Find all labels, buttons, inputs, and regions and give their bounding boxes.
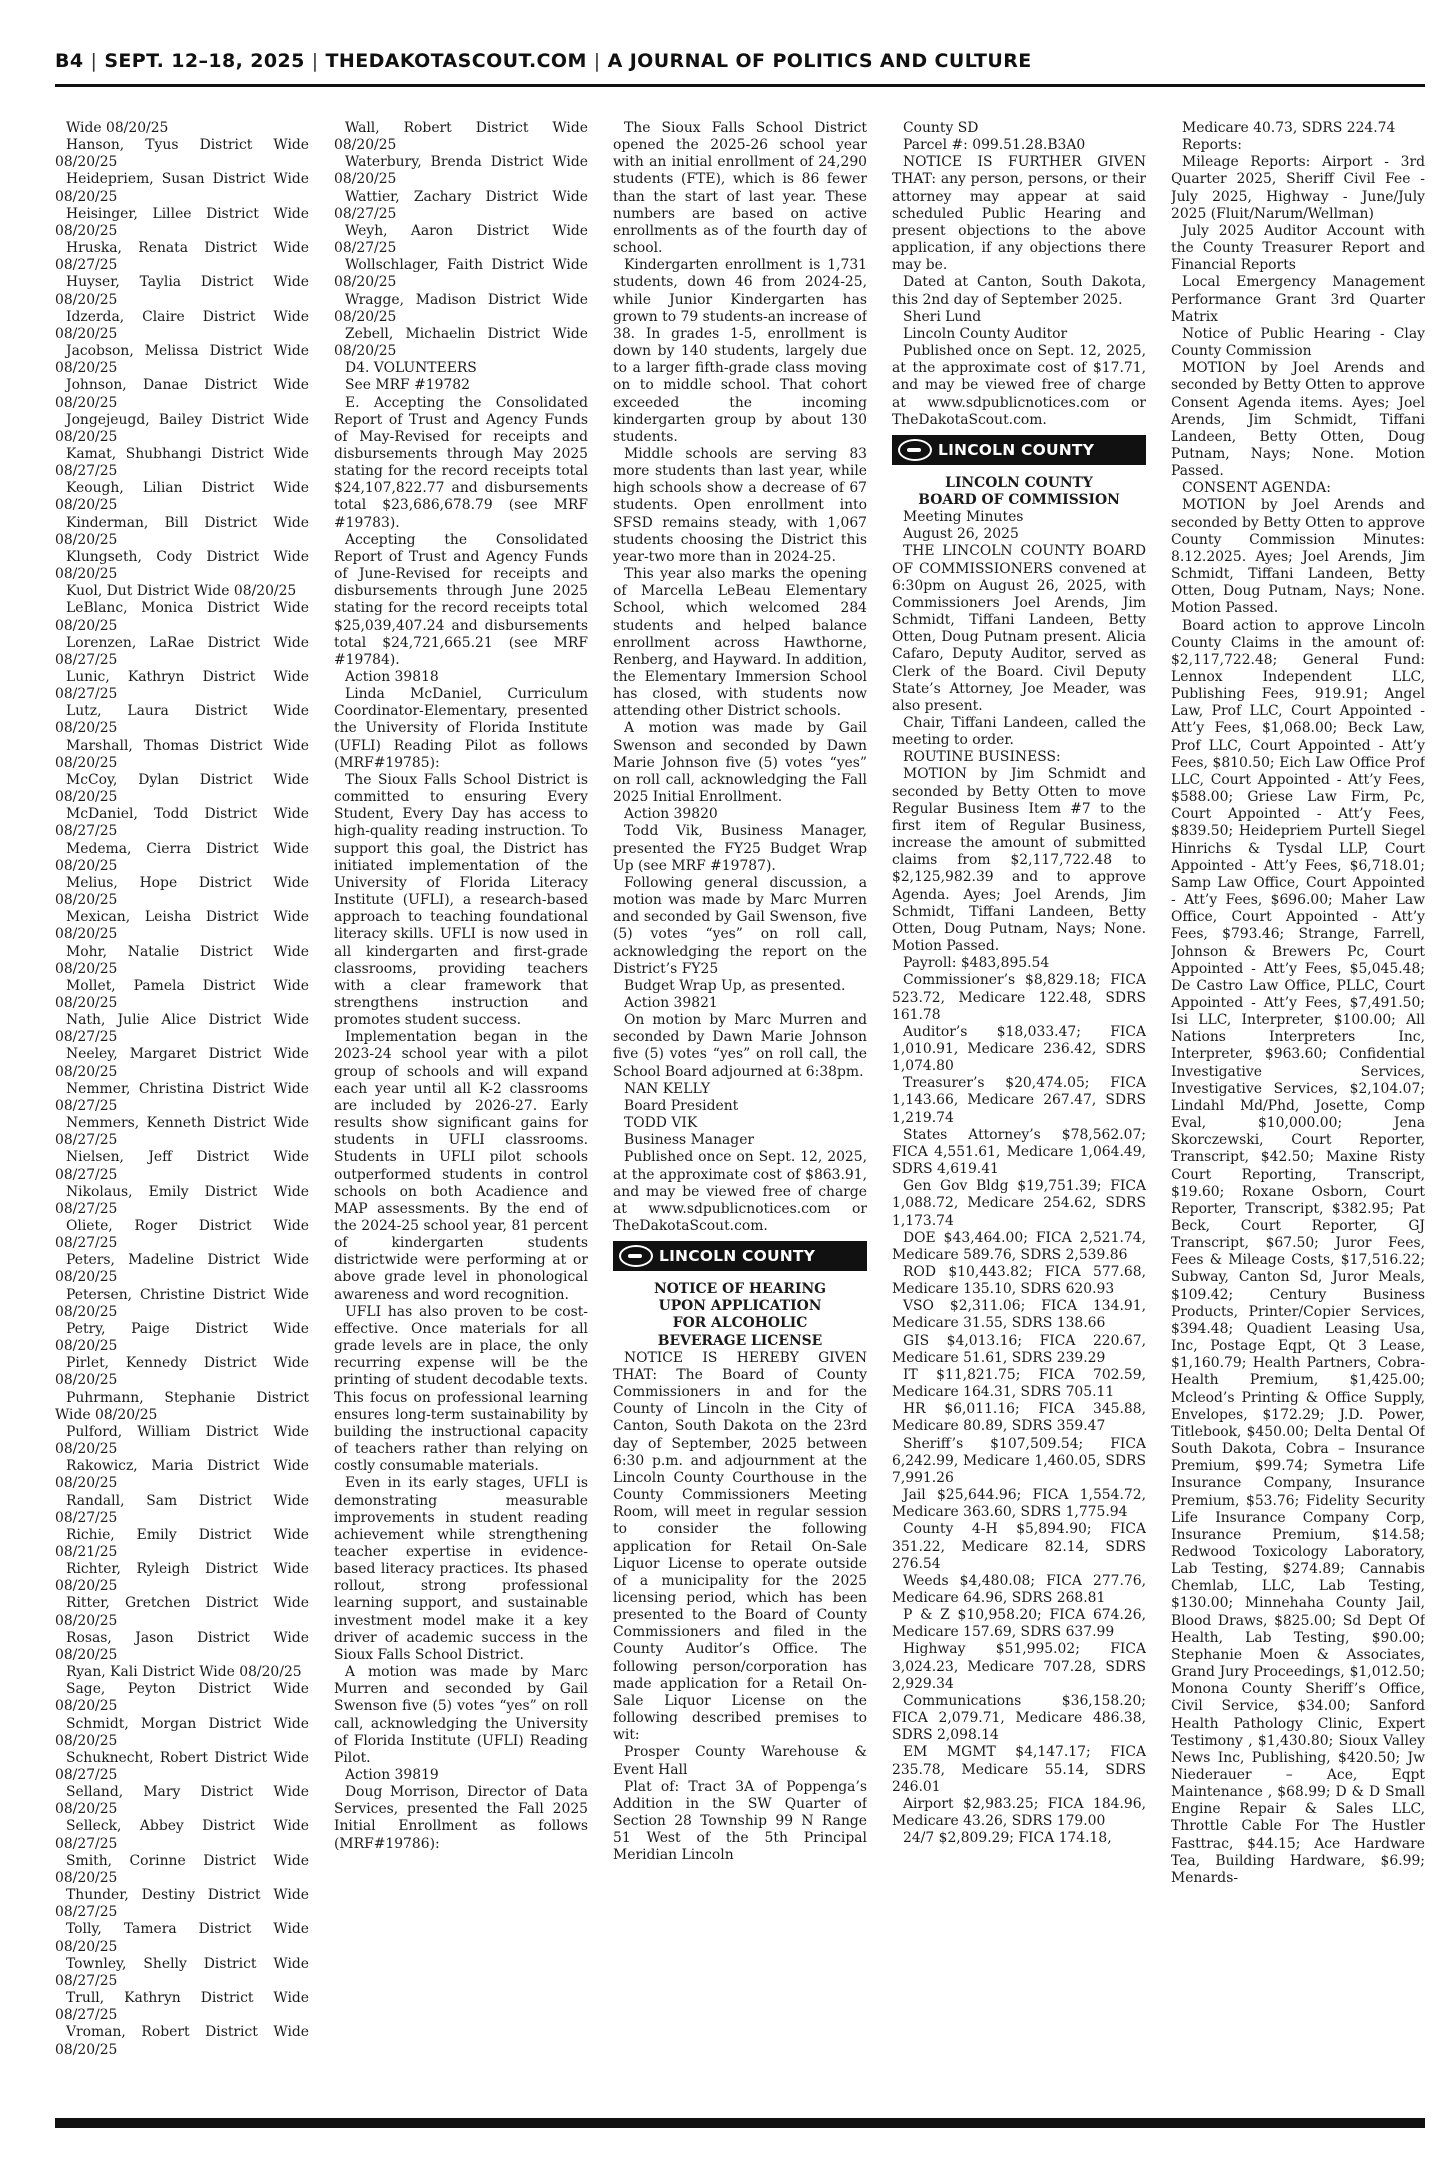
notice-paragraph: Thunder, Destiny District Wide 08/27/25 xyxy=(55,1887,309,1921)
notice-paragraph: Richter, Ryleigh District Wide 08/20/25 xyxy=(55,1561,309,1595)
notice-paragraph: Sheriff’s $107,509.54; FICA 6,242.99, Medicare 1,460.05, SDRS 7,991.26 xyxy=(892,1435,1146,1486)
notice-paragraph: Budget Wrap Up, as presented. xyxy=(624,977,846,994)
notice-paragraph: Peters, Madeline District Wide 08/20/25 xyxy=(55,1252,309,1286)
notice-paragraph: Rakowicz, Maria District Wide 08/20/25 xyxy=(55,1458,309,1492)
notice-paragraph: Hanson, Tyus District Wide 08/20/25 xyxy=(55,137,309,171)
notice-paragraph: Todd Vik, Business Manager, presented the FY25 Budget Wrap Up (see MRF #19787). xyxy=(613,823,867,874)
county-logo-icon xyxy=(619,1245,653,1267)
notice-paragraph: Mollet, Pamela District Wide 08/20/25 xyxy=(55,977,309,1011)
notice-paragraph: McCoy, Dylan District Wide 08/20/25 xyxy=(55,771,309,806)
notice-paragraph: Trull, Kathryn District Wide 08/27/25 xyxy=(55,1990,309,2024)
notice-paragraph: Selleck, Abbey District Wide 08/27/25 xyxy=(55,1818,309,1852)
notice-paragraph: Randall, Sam District Wide 08/27/25 xyxy=(55,1492,309,1526)
notice-paragraph: CONSENT AGENDA: xyxy=(1182,480,1331,497)
notice-paragraph: UPON APPLICATION xyxy=(658,1298,822,1315)
notice-paragraph: Huyser, Taylia District Wide 08/20/25 xyxy=(55,274,309,308)
notice-paragraph: THE LINCOLN COUNTY BOARD OF COMMISSIONERS convened at 6:30pm on August 26, 2025, with Commissioners Joel Arends, Jim Schmidt, Tiffani Landeen, Betty Otten, Doug Putnam present. Alicia Cafaro, Deputy Auditor, served as Clerk of the Board. Civil Deputy State’s Attorney, Joe Meader, was also present. xyxy=(892,543,1146,714)
notice-paragraph: NOTICE IS HEREBY GIVEN THAT: The Board of County Commissioners in and for the County of Lincoln in the City of Canton, South Dakota on the 23rd day of September, 2025 between 6:30 p.m. and adjournment at the Lincoln County Courthouse in the County Commissioners Meeting Room, will meet in regular session to consider the following application for Retail On-Sale Liquor License to operate outside of a municipality for the 2025 licensing period, which has been presented to the Board of County Commissioners and filed in the County Auditor’s Office. The following person/corporation has made application for a Retail On-Sale Liquor License on the following described premises to wit: xyxy=(613,1349,867,1744)
notice-paragraph: BEVERAGE LICENSE xyxy=(657,1332,823,1349)
notice-paragraph: D4. VOLUNTEERS xyxy=(345,360,477,377)
notice-paragraph: A motion was made by Gail Swenson and seconded by Dawn Marie Johnson five (5) votes “yes” on roll call, acknowledging the Fall 2025 Initial Enrollment. xyxy=(613,720,867,806)
notice-paragraph: Mileage Reports: Airport - 3rd Quarter 2025, Sheriff Civil Fee - July 2025, Highway - June/July 2025 (Fluit/Narum/Wellman) xyxy=(1171,154,1425,222)
notice-paragraph: Dated at Canton, South Dakota, this 2nd day of September 2025. xyxy=(892,274,1146,308)
notice-paragraph: Doug Morrison, Director of Data Services, presented the Fall 2025 Initial Enrollment as follows (MRF#19786): xyxy=(334,1784,588,1852)
notice-paragraph: Kindergarten enrollment is 1,731 students, down 46 from 2024-25, while Junior Kindergarten has grown to 79 students-an increase of 38. In grades 1-5, enrollment is down by 140 students, largely due to a larger fifth-grade class moving on to middle school. That cohort exceeded the incoming kindergarten group by about 130 students. xyxy=(613,257,867,445)
notice-paragraph: Auditor’s $18,033.47; FICA 1,010.91, Medicare 236.42, SDRS 1,074.80 xyxy=(892,1023,1146,1075)
notice-paragraph: July 2025 Auditor Account with the County Treasurer Report and Financial Reports xyxy=(1171,222,1425,274)
notice-paragraph: LeBlanc, Monica District Wide 08/20/25 xyxy=(55,600,309,634)
notice-paragraph: Medema, Cierra District Wide 08/20/25 xyxy=(55,840,309,874)
notice-paragraph: Wide 08/20/25 xyxy=(66,120,169,136)
header-separator: | xyxy=(311,50,319,72)
notice-paragraph: Implementation began in the 2023-24 school year with a pilot group of schools and will expand each year until all K-2 classrooms are included by 2026-27. Early results show significant gains for students in UFLI classrooms. Students in UFLI pilot schools outperformed students in control schools on both Acadience and MAP assessments. By the end of the 2024-25 school year, 81 percent of kindergarten students districtwide were performing at or above grade level in phonological awareness and word recognition. xyxy=(334,1029,588,1303)
notice-paragraph: Pulford, William District Wide 08/20/25 xyxy=(55,1423,309,1458)
county-logo-icon xyxy=(898,439,932,461)
notice-paragraph: Schuknecht, Robert District Wide 08/27/25 xyxy=(55,1749,309,1783)
notice-paragraph: VSO $2,311.06; FICA 134.91, Medicare 31.55, SDRS 138.66 xyxy=(892,1298,1146,1332)
notice-paragraph: EM MGMT $4,147.17; FICA 235.78, Medicare 55.14, SDRS 246.01 xyxy=(892,1744,1146,1795)
notice-paragraph: Action 39821 xyxy=(624,994,718,1011)
notice-paragraph: 24/7 $2,809.29; FICA 174.18, xyxy=(903,1830,1112,1847)
site-name: THEDAKOTASCOUT.COM xyxy=(325,50,587,72)
notice-paragraph: Even in its early stages, UFLI is demonstrating measurable improvements in student reading achievement while strengthening teacher expertise in evidence-based literacy practices. Its phased rollout, strong professional learning support, and sustainable investment model make it a key driver of academic success in the Sioux Falls School District. xyxy=(334,1475,588,1663)
notice-paragraph: Lunic, Kathryn District Wide 08/27/25 xyxy=(55,669,309,703)
banner-label: LINCOLN COUNTY xyxy=(659,1247,816,1266)
notice-paragraph: Accepting the Consolidated Report of Trust and Agency Funds of June-Revised for receipts and disbursements through June 2025 stating for the record receipts total $25,039,407.24 and disbursements total $24,721,665.21 (see MRF #19784). xyxy=(334,531,588,668)
section-banner xyxy=(613,1241,867,1271)
notice-paragraph: Lutz, Laura District Wide 08/20/25 xyxy=(55,703,309,737)
issue-date: SEPT. 12–18, 2025 xyxy=(104,50,305,72)
notice-paragraph: Richie, Emily District Wide 08/21/25 xyxy=(55,1526,309,1560)
notice-paragraph: Idzerda, Claire District Wide 08/20/25 xyxy=(55,308,309,342)
notice-paragraph: Melius, Hope District Wide 08/20/25 xyxy=(55,874,309,909)
notice-paragraph: Wattier, Zachary District Wide 08/27/25 xyxy=(334,188,588,222)
notice-paragraph: Selland, Mary District Wide 08/20/25 xyxy=(55,1784,309,1818)
column-2 xyxy=(334,120,588,2110)
notice-paragraph: NOTICE IS FURTHER GIVEN THAT: any person, persons, or their attorney may appear at said scheduled Public Hearing and present objections to the above application, if any objections there may be. xyxy=(892,154,1146,274)
notice-paragraph: UFLI has also proven to be cost-effective. Once materials for all grade levels are in place, the only recurring expense will be the printing of student decodable texts. This focus on professional learning ensures long-term sustainability by building the instructional capacity of teachers rather than relying on costly consumable materials. xyxy=(334,1303,588,1475)
notice-paragraph: Neeley, Margaret District Wide 08/20/25 xyxy=(55,1046,309,1080)
notice-paragraph: Wollschlager, Faith District Wide 08/20/25 xyxy=(334,257,588,291)
notice-paragraph: Keough, Lilian District Wide 08/20/25 xyxy=(55,480,309,514)
notice-paragraph: Johnson, Danae District Wide 08/20/25 xyxy=(55,377,309,411)
notice-paragraph: Board President xyxy=(624,1097,739,1114)
notice-paragraph: County SD xyxy=(903,120,979,136)
notice-paragraph: Petersen, Christine District Wide 08/20/25 xyxy=(55,1286,309,1320)
notice-paragraph: Meeting Minutes xyxy=(903,509,1024,526)
notice-paragraph: E. Accepting the Consolidated Report of Trust and Agency Funds of May-Revised for receipts and disbursements through May 2025 stating for the record receipts total $24,107,822.77 and disbursements total $23,686,678.79 (see MRF #19783). xyxy=(334,394,588,531)
notice-paragraph: Nath, Julie Alice District Wide 08/27/25 xyxy=(55,1012,309,1046)
notice-paragraph: See MRF #19782 xyxy=(345,377,470,394)
notice-paragraph: Oliete, Roger District Wide 08/27/25 xyxy=(55,1218,309,1252)
notice-paragraph: Weeds $4,480.08; FICA 277.76, Medicare 64.96, SDRS 268.81 xyxy=(892,1572,1146,1606)
header-separator: | xyxy=(90,50,98,72)
notice-paragraph: Jail $25,644.96; FICA 1,554.72, Medicare 363.60, SDRS 1,775.94 xyxy=(892,1487,1146,1521)
notice-paragraph: Highway $51,995.02; FICA 3,024.23, Medicare 707.28, SDRS 2,929.34 xyxy=(892,1641,1146,1692)
notice-paragraph: Zebell, Michaelin District Wide 08/20/25 xyxy=(334,325,588,360)
page-header xyxy=(55,50,1425,78)
notice-paragraph: Rosas, Jason District Wide 08/20/25 xyxy=(55,1629,309,1663)
notice-paragraph: Published once on Sept. 12, 2025, at the approximate cost of $863.91, and may be viewed free of charge at www.sdpublicnotices.com or TheDakotaScout.com. xyxy=(613,1149,867,1234)
article-columns xyxy=(55,120,1425,2110)
notice-paragraph: Gen Gov Bldg $19,751.39; FICA 1,088.72, Medicare 254.62, SDRS 1,173.74 xyxy=(892,1178,1146,1229)
notice-paragraph: DOE $43,464.00; FICA 2,521.74, Medicare 589.76, SDRS 2,539.86 xyxy=(892,1229,1146,1263)
notice-paragraph: Plat of: Tract 3A of Poppenga’s Addition in the SW Quarter of Section 28 Township 99 N Range 51 West of the 5th Principal Meridian Lincoln xyxy=(613,1778,867,1864)
notice-paragraph: Waterbury, Brenda District Wide 08/20/25 xyxy=(334,154,588,188)
notice-paragraph: Townley, Shelly District Wide 08/27/25 xyxy=(55,1955,309,1989)
notice-paragraph: MOTION by Jim Schmidt and seconded by Betty Otten to move Regular Business Item #7 to the first item of Regular Business, increase the amount of submitted claims from $2,117,722.48 to $2,125,982.39 and to approve Agenda. Ayes; Joel Arends, Jim Schmidt, Tiffani Landeen, Betty Otten, Doug Putnam, Nays; None. Motion Passed. xyxy=(892,766,1146,955)
notice-paragraph: County 4-H $5,894.90; FICA 351.22, Medicare 82.14, SDRS 276.54 xyxy=(892,1521,1146,1572)
notice-paragraph: Local Emergency Management Performance Grant 3rd Quarter Matrix xyxy=(1171,274,1425,325)
notice-paragraph: Prosper County Warehouse & Event Hall xyxy=(613,1744,867,1778)
notice-paragraph: TODD VIK xyxy=(624,1115,698,1132)
column-3 xyxy=(613,120,867,2110)
notice-paragraph: The Sioux Falls School District opened the 2025-26 school year with an initial enrollment of 24,290 students (FTE), which is 86 fewer than the start of last year. These numbers are based on active enrollments as of the fourth day of school. xyxy=(613,120,867,257)
notice-paragraph: Jacobson, Melissa District Wide 08/20/25 xyxy=(55,343,309,377)
notice-paragraph: Schmidt, Morgan District Wide 08/20/25 xyxy=(55,1715,309,1749)
notice-paragraph: On motion by Marc Murren and seconded by Dawn Marie Johnson five (5) votes “yes” on roll call, the School Board adjourned at 6:38pm. xyxy=(613,1012,867,1080)
notice-paragraph: Reports: xyxy=(1182,137,1242,154)
notice-paragraph: McDaniel, Todd District Wide 08/27/25 xyxy=(55,806,309,840)
notice-paragraph: Kinderman, Bill District Wide 08/20/25 xyxy=(55,514,309,548)
notice-paragraph: Petry, Paige District Wide 08/20/25 xyxy=(55,1320,309,1355)
notice-paragraph: Business Manager xyxy=(624,1132,755,1149)
banner-label: LINCOLN COUNTY xyxy=(938,440,1095,459)
notice-paragraph: Notice of Public Hearing - Clay County Commission xyxy=(1171,325,1425,360)
notice-paragraph: Weyh, Aaron District Wide 08/27/25 xyxy=(334,222,588,257)
footer-rule xyxy=(55,2118,1425,2128)
notice-paragraph: August 26, 2025 xyxy=(903,526,1019,543)
notice-paragraph: Action 39819 xyxy=(345,1767,439,1783)
notice-paragraph: Tolly, Tamera District Wide 08/20/25 xyxy=(55,1921,309,1955)
notice-paragraph: Jongejeugd, Bailey District Wide 08/20/25 xyxy=(55,411,309,445)
notice-paragraph: Nikolaus, Emily District Wide 08/27/25 xyxy=(55,1183,309,1217)
notice-paragraph: P & Z $10,958.20; FICA 674.26, Medicare 157.69, SDRS 637.99 xyxy=(892,1607,1146,1641)
notice-paragraph: Parcel #: 099.51.28.B3A0 xyxy=(903,137,1086,154)
column-4 xyxy=(892,120,1146,2110)
notice-paragraph: GIS $4,013.16; FICA 220.67, Medicare 51.61, SDRS 239.29 xyxy=(892,1332,1146,1366)
notice-paragraph: Following general discussion, a motion was made by Marc Murren and seconded by Gail Swenson, five (5) votes “yes” on roll call, acknowledging the report on the District’s FY25 xyxy=(613,874,867,977)
notice-paragraph: ROD $10,443.82; FICA 577.68, Medicare 135.10, SDRS 620.93 xyxy=(892,1264,1146,1298)
notice-paragraph: This year also marks the opening of Marcella LeBeau Elementary School, which welcomed 284 students and helped balance enrollment across Hawthorne, Renberg, and Hayward. In addition, the Elementary Immersion School has closed, with students now attending other District schools. xyxy=(613,566,867,720)
header-rule xyxy=(55,84,1425,87)
notice-paragraph: Vroman, Robert District Wide 08/20/25 xyxy=(55,2024,309,2058)
notice-paragraph: Chair, Tiffani Landeen, called the meeting to order. xyxy=(892,715,1146,749)
tagline: A JOURNAL OF POLITICS AND CULTURE xyxy=(607,50,1032,72)
notice-paragraph: States Attorney’s $78,562.07; FICA 4,551.61, Medicare 1,064.49, SDRS 4,619.41 xyxy=(892,1126,1146,1178)
notice-paragraph: The Sioux Falls School District is committed to ensuring Every Student, Every Day has access to high-quality reading instruction. To support this goal, the District has initiated implementation of the University of Florida Literacy Institute (UFLI), a research-based approach to teaching foundational literacy skills. UFLI is now used in all kindergarten and first-grade classrooms, providing teachers with a clear framework that strengthens instruction and promotes student success. xyxy=(334,771,588,1029)
notice-paragraph: BOARD OF COMMISSION xyxy=(918,491,1120,508)
notice-paragraph: Heidepriem, Susan District Wide 08/20/25 xyxy=(55,171,309,205)
notice-paragraph: MOTION by Joel Arends and seconded by Betty Otten to approve Consent Agenda items. Ayes; Joel Arends, Jim Schmidt, Tiffani Landeen, Betty Otten, Doug Putnam, Nays; None. Motion Passed. xyxy=(1171,360,1425,480)
notice-paragraph: Nemmer, Christina District Wide 08/27/25 xyxy=(55,1080,309,1114)
notice-paragraph: NOTICE OF HEARING xyxy=(654,1281,826,1298)
page-number: B4 xyxy=(55,50,84,72)
notice-paragraph: LINCOLN COUNTY xyxy=(945,474,1093,491)
column-1 xyxy=(55,120,309,2110)
notice-paragraph: Klungseth, Cody District Wide 08/20/25 xyxy=(55,548,309,583)
notice-paragraph: Nemmers, Kenneth District Wide 08/27/25 xyxy=(55,1115,309,1149)
notice-paragraph: ROUTINE BUSINESS: xyxy=(903,749,1061,766)
notice-paragraph: Sage, Peyton District Wide 08/20/25 xyxy=(55,1681,309,1715)
notice-paragraph: Linda McDaniel, Curriculum Coordinator-Elementary, presented the University of Florida Institute (UFLI) Reading Pilot as follows (MRF#19785): xyxy=(334,686,588,771)
notice-paragraph: Communications $36,158.20; FICA 2,079.71, Medicare 486.38, SDRS 2,098.14 xyxy=(892,1692,1146,1744)
section-banner xyxy=(892,435,1146,465)
notice-paragraph: Action 39820 xyxy=(624,806,718,823)
notice-paragraph: A motion was made by Marc Murren and seconded by Gail Swenson five (5) votes “yes” on roll call, acknowledging the University of Florida Institute (UFLI) Reading Pilot. xyxy=(334,1664,588,1766)
notice-paragraph: Hruska, Renata District Wide 08/27/25 xyxy=(55,240,309,274)
notice-paragraph: Treasurer’s $20,474.05; FICA 1,143.66, Medicare 267.47, SDRS 1,219.74 xyxy=(892,1075,1146,1126)
notice-paragraph: Pirlet, Kennedy District Wide 08/20/25 xyxy=(55,1355,309,1389)
notice-paragraph: Ritter, Gretchen District Wide 08/20/25 xyxy=(55,1595,309,1629)
notice-paragraph: Sheri Lund xyxy=(903,308,982,325)
notice-paragraph: NAN KELLY xyxy=(624,1080,711,1097)
notice-paragraph: HR $6,011.16; FICA 345.88, Medicare 80.89, SDRS 359.47 xyxy=(892,1401,1146,1435)
notice-paragraph: FOR ALCOHOLIC xyxy=(672,1315,808,1332)
notice-paragraph: Board action to approve Lincoln County Claims in the amount of: $2,117,722.48; General Fund: Lennox Independent LLC, Publishing Fees, 919.91; Angel Law, Prof LLC, Court Appointed - Att’y Fees, $1,068.00; Beck Law, Prof LLC, Court Appointed - Att’y Fees, $810.50; Eich Law Office Prof LLC, Court Appointed - Att’y Fees, $588.00; Griese Law Firm, Pc, Court Appointed - Att’y Fees, $839.50; Heidepriem Purtell Siegel Hinrichs & Tysdal LLP, Court Appointed - Att’y Fees, $6,718.01; Samp Law Office, Court Appointed - Att’y Fees, $696.00; Maher Law Office, Court Appointed - Att’y Fees, $793.46; Strange, Farrell, Johnson & Brewers Pc, Court Appointed - Att’y Fees, $5,045.48; De Castro Law Office, PLLC, Court Appointed - Att’y Fees, $7,491.50; Isi LLC, Interpreter, $100.00; All Nations Interpreters Inc, Interpreter, $963.60; Confidential Investigative Services, Investigative Services, $2,104.07; Lindahl Md/Phd, Josette, Comp Eval, $10,000.00; Jena Skorczewski, Court Reporter, Transcript, $42.50; Maxine Risty Court Reporting, Transcript, $19.60; Roxane Osborn, Court Reporter, Transcript, $382.95; Pat Beck, Court Reporter, GJ Transcript, $67.50; Juror Fees, Fees & Mileage Costs, $17,516.22; Subway, Canton Sd, Juror Meals, $109.42; Century Business Products, Printer/Copier Services, $394.48; Quadient Leasing Usa, Inc, Postage Eqpt, Qt 3 Lease, $1,160.79; Health Partners, Cobra-Health Premium, $1,425.00; Mcleod’s Printing & Office Supply, Envelopes, $172.29; J.D. Power, Titlebook, $450.00; Delta Dental Of South Dakota, Cobra – Insurance Premium, $99.74; Symetra Life Insurance Company, Insurance Premium, $53.76; Fidelity Security Life Insurance Company Corp, Insurance Premium, $14.58; Redwood Toxicology Laboratory, Lab Testing, $274.89; Cannabis Chemlab, LLC, Lab Testing, $130.00; Minnehaha County Jail, Blood Draws, $825.00; Sd Dept Of Health, Lab Testing, $90.00; Stephanie Moen & Associates, Grand Jury Proceedings, $1,012.50; Monona County Sheriff’s Office, Civil Service, $34.00; Sanford Health Pathology Clinic, Expert Testimony , $1,430.80; Sioux Valley News Inc, Publishing, $420.50; Jw Niederauer – Ace, Eqpt Maintenance , $68.99; D & D Small Engine Repair & Sales LLC, Throttle Cable For The Hustler Fasttrac, $44.15; Ace Hardware Tea, Building Hardware, $6.99; Menards- xyxy=(1171,617,1425,1886)
header-separator: | xyxy=(593,50,601,72)
notice-paragraph: Medicare 40.73, SDRS 224.74 xyxy=(1182,120,1396,136)
notice-paragraph: Mohr, Natalie District Wide 08/20/25 xyxy=(55,943,309,977)
notice-paragraph: Commissioner’s $8,829.18; FICA 523.72, Medicare 122.48, SDRS 161.78 xyxy=(892,972,1146,1023)
notice-paragraph: Heisinger, Lillee District Wide 08/20/25 xyxy=(55,205,309,239)
notice-paragraph: Kamat, Shubhangi District Wide 08/27/25 xyxy=(55,445,309,480)
notice-paragraph: MOTION by Joel Arends and seconded by Betty Otten to approve County Commission Minutes: 8.12.2025. Ayes; Joel Arends, Jim Schmidt, Tiffani Landeen, Betty Otten, Doug Putnam, Nays; None. Motion Passed. xyxy=(1171,497,1425,617)
notice-paragraph: Middle schools are serving 83 more students than last year, while high schools show a decrease of 67 students. Open enrollment into SFSD remains steady, with 1,067 students choosing the District this year-two more than in 2024-25. xyxy=(613,445,867,565)
notice-paragraph: Published once on Sept. 12, 2025, at the approximate cost of $17.71, and may be viewed free of charge at www.sdpublicnotices.com or TheDakotaScout.com. xyxy=(892,343,1146,428)
notice-paragraph: Wragge, Madison District Wide 08/20/25 xyxy=(334,291,588,325)
notice-paragraph: Lorenzen, LaRae District Wide 08/27/25 xyxy=(55,634,309,668)
notice-paragraph: Lincoln County Auditor xyxy=(903,325,1068,342)
notice-paragraph: Puhrmann, Stephanie District Wide 08/20/25 xyxy=(55,1389,309,1423)
notice-paragraph: Kuol, Dut District Wide 08/20/25 xyxy=(66,583,297,600)
notice-paragraph: Marshall, Thomas District Wide 08/20/25 xyxy=(55,737,309,771)
notice-paragraph: Payroll: $483,895.54 xyxy=(903,955,1050,972)
notice-paragraph: Nielsen, Jeff District Wide 08/27/25 xyxy=(55,1149,309,1183)
column-5 xyxy=(1171,120,1425,2110)
notice-paragraph: Mexican, Leisha District Wide 08/20/25 xyxy=(55,909,309,943)
notice-paragraph: Smith, Corinne District Wide 08/20/25 xyxy=(55,1852,309,1886)
notice-paragraph: Airport $2,983.25; FICA 184.96, Medicare 43.26, SDRS 179.00 xyxy=(892,1795,1146,1829)
notice-paragraph: Action 39818 xyxy=(345,669,439,685)
notice-paragraph: Ryan, Kali District Wide 08/20/25 xyxy=(66,1664,302,1681)
notice-paragraph: Wall, Robert District Wide 08/20/25 xyxy=(334,120,588,154)
notice-paragraph: IT $11,821.75; FICA 702.59, Medicare 164.31, SDRS 705.11 xyxy=(892,1366,1146,1401)
